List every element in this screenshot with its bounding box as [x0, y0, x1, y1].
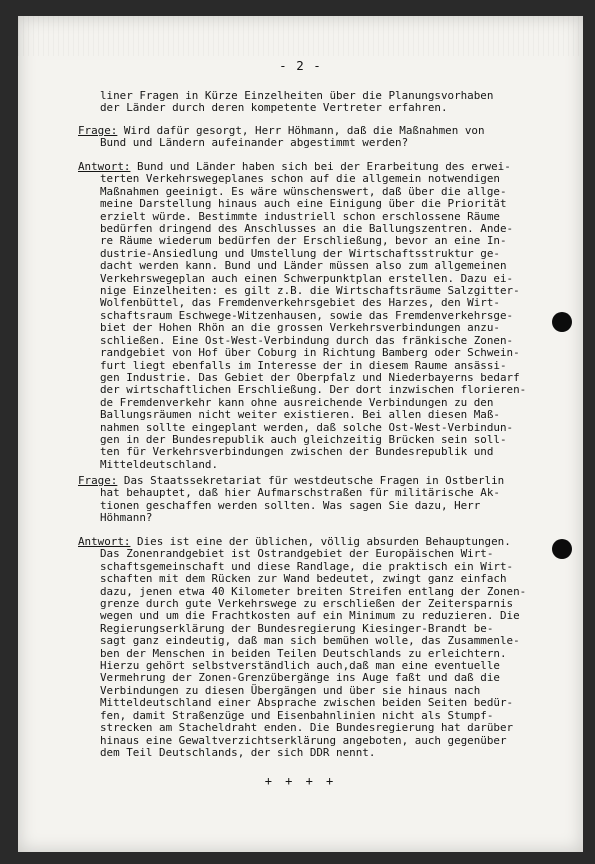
text-line: Vermehrung der Zonen-Grenzübergänge ins Auge faßt und daß die — [100, 671, 500, 685]
text-line: fen, damit Straßenzüge und Eisenbahnlinien nicht als Stumpf- — [100, 708, 494, 722]
question-2 — [78, 475, 568, 525]
text-line: dacht werden kann. Bund und Länder müssen also zum allgemeinen — [100, 259, 507, 273]
text-line: dustrie-Ansiedlung und Umstellung der Wirtschaftsstruktur ge- — [100, 246, 500, 260]
text-line: re Räume wiederum bedürfen der Erschließung, bevor an eine In- — [100, 234, 507, 248]
text-line: gen in der Bundesrepublik auch gleichzeitig Brücken sein soll- — [100, 432, 507, 446]
text-line: Das Zonenrandgebiet ist Ostrandgebiet der Europäischen Wirt- — [100, 547, 494, 561]
text-line: hat behauptet, daß hier Aufmarschstraßen für militärische Ak- — [100, 486, 500, 500]
intro-paragraph — [78, 90, 568, 115]
text-line: biet der Hohen Rhön an die grossen Verkehrsverbindungen anzu- — [100, 321, 500, 335]
text-line: nahmen sollte eingeplant werden, daß solche Ost-West-Verbindun- — [100, 420, 514, 434]
text-line: ten für Verkehrsverbindungen zwischen der Bundesrepublik und — [100, 445, 494, 459]
text-line: ben der Menschen in beiden Teilen Deutschlands zu erleichtern. — [100, 646, 507, 660]
text-line: strecken am Stacheldraht enden. Die Bundesregierung hat darüber — [100, 721, 514, 735]
text-line: bedürfen dringend des Anschlusses an die Ballungszentren. Ande- — [100, 222, 514, 236]
text-line: Mitteldeutschland einer Absprache zwischen beiden Seiten bedür- — [100, 696, 514, 710]
text-line: furt liegt ebenfalls im Interesse der in diesem Raume ansässi- — [100, 358, 507, 372]
text-line: tionen geschaffen werden sollten. Was sagen Sie dazu, Herr — [100, 498, 481, 512]
text-line: Verbindungen zu diesen Übergängen und über sie hinaus nach — [100, 683, 481, 697]
punch-hole-top — [552, 312, 572, 332]
text-line: terten Verkehrswegeplanes schon auf die allgemein notwendigen — [100, 172, 500, 186]
text-line: erzielt würde. Bestimmte industriell schon erschlossene Räume — [100, 209, 500, 223]
text-line: Verkehrswegeplan auch einen Schwerpunktplan erstellen. Dazu ei- — [100, 271, 514, 285]
text-line: Wird dafür gesorgt, Herr Höhmann, daß die Maßnahmen von — [117, 124, 485, 137]
answer-1 — [78, 161, 568, 471]
text-line: hinaus eine Gewaltverzichtserklärung angeboten, auch gegenüber — [100, 733, 507, 747]
text-line: liner Fragen in Kürze Einzelheiten über die Planungsvorhaben — [100, 89, 494, 102]
answer-2 — [78, 536, 568, 759]
text-line: gen Industrie. Das Gebiet der Oberpfalz und Niederbayerns bedarf — [100, 370, 520, 384]
question-label: Frage: — [78, 124, 118, 137]
text-line: Bund und Länder haben sich bei der Erarbeitung des erwei- — [130, 160, 511, 173]
text-line: Maßnahmen geeinigt. Es wäre wünschenswert, daß über die allge- — [100, 184, 507, 198]
text-line: schaften mit dem Rücken zur Wand bedeutet, zwingt ganz einfach — [100, 572, 507, 586]
text-line: Wolfenbüttel, das Fremdenverkehrsgebiet des Harzes, den Wirt- — [100, 296, 500, 310]
text-line: dem Teil Deutschlands, der sich DDR nennt. — [100, 745, 376, 759]
answer-label: Antwort: — [78, 535, 131, 548]
text-line: Höhmann? — [100, 511, 153, 525]
text-line: Bund und Ländern aufeinander abgestimmt werden? — [100, 136, 409, 150]
text-line: schließen. Eine Ost-West-Verbindung durch das fränkische Zonen- — [100, 333, 514, 347]
answer-label: Antwort: — [78, 160, 131, 173]
text-line: der Länder durch deren kompetente Vertreter erfahren. — [100, 101, 448, 115]
text-line: schaftsgemeinschaft und diese Randlage, die praktisch ein Wirt- — [100, 559, 514, 573]
text-line: grenze durch gute Verkehrswege zu erschließen der Zeitersparnis — [100, 597, 514, 611]
text-line: nige Einzelheiten: es gilt z.B. die Wirtschaftsräume Salzgitter- — [100, 284, 520, 298]
punch-hole-bottom — [552, 539, 572, 559]
page-number: - 2 - — [279, 58, 322, 73]
text-line: schaftsraum Eschwege-Witzenhausen, sowie das Fremdenverkehrsge- — [100, 308, 514, 322]
text-line: Das Staatssekretariat für westdeutsche Fragen in Ostberlin — [117, 474, 505, 487]
text-line: meine Darstellung hinaus auch eine Einigung über die Priorität — [100, 197, 507, 211]
document-page — [18, 16, 583, 852]
closing-marks: + + + + — [264, 774, 337, 788]
text-line: sagt ganz eindeutig, daß man sich bemühen wolle, das Zusammenle- — [100, 634, 520, 648]
text-line: wegen und um die Frachtkosten auf ein Minimum zu reduzieren. Die — [100, 609, 520, 623]
question-label: Frage: — [78, 474, 118, 487]
scan-noise — [18, 16, 583, 56]
text-line: Regierungserklärung der Bundesregierung Kiesinger-Brandt be- — [100, 621, 494, 635]
question-1 — [78, 125, 568, 150]
text-line: der wirtschaftlichen Erschließung. Der dort inzwischen florieren- — [100, 383, 527, 397]
text-line: Hierzu gehört selbstverständlich auch,daß man eine eventuelle — [100, 659, 500, 673]
text-line: de Fremdenverkehr kann ohne ausreichende Verbindungen zu den — [100, 395, 494, 409]
text-line: Ballungsräumen nicht weiter existieren. Bei allen diesen Maß- — [100, 408, 500, 422]
text-line: randgebiet von Hof über Coburg in Richtung Bamberg oder Schwein- — [100, 346, 520, 360]
text-line: Dies ist eine der üblichen, völlig absurden Behauptungen. — [130, 535, 511, 548]
text-line: dazu, jenen etwa 40 Kilometer breiten Streifen entlang der Zonen- — [100, 584, 527, 598]
text-line: Mitteldeutschland. — [100, 457, 219, 471]
